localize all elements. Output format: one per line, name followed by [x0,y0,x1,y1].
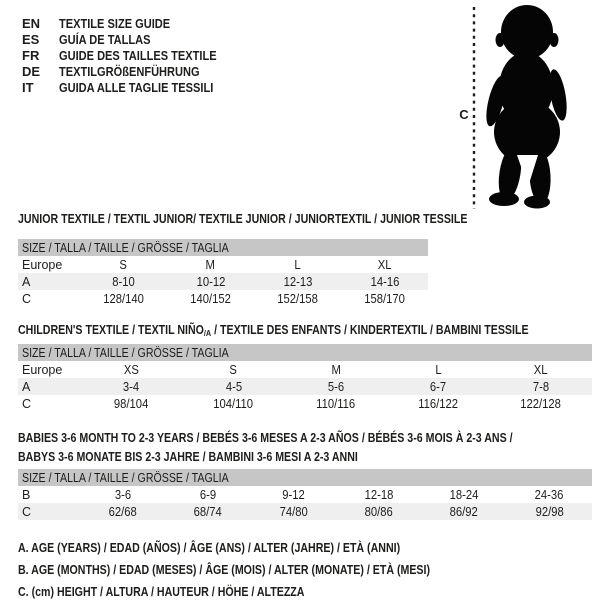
table-row-c [18,503,592,520]
table-cell: M [205,257,216,272]
row-label: C [22,396,32,411]
table-cell: 18-24 [449,487,479,502]
toddler-silhouette [450,3,585,213]
table-cell: 9-12 [282,487,305,502]
table-cell: 12-13 [283,274,312,289]
table-row-a [18,378,592,395]
language-header [22,15,244,95]
table-cell: M [331,362,341,377]
size-header-row: SIZE / TALLA / TAILLE / GRÖSSE / TAGLIA [18,239,428,256]
table-cell: XS [123,362,139,377]
height-label-c: C [459,107,469,122]
table-cell: 12-18 [364,487,394,502]
table-cell: 62/68 [108,504,137,519]
table-cell: 68/74 [193,504,223,519]
row-label: C [22,504,32,519]
language-code: DE [22,63,41,79]
table-cell: 158/170 [364,291,405,306]
row-label: A [22,379,31,394]
table-cell: 152/158 [277,291,318,306]
babies-table [18,469,592,520]
language-row-de [22,63,244,79]
table-cell: 6-7 [430,379,447,394]
language-title: GUÍA DE TALLAS [59,31,151,47]
language-title: TEXTILE SIZE GUIDE [59,15,171,31]
table-cell: XL [533,362,548,377]
table-cell: 14-16 [370,274,399,289]
table-cell: 74/80 [279,504,308,519]
legend-line-c: C. (cm) HEIGHT / ALTURA / HAUTEUR / HÖHE / ALTEZZA [18,585,305,599]
language-row-fr [22,47,244,63]
table-cell: 92/98 [535,504,564,519]
size-header-row: SIZE / TALLA / TAILLE / GRÖSSE / TAGLIA [18,469,592,486]
table-cell: 6-9 [199,487,217,502]
table-row-europe [18,256,428,273]
row-label: B [22,487,31,502]
language-code: EN [22,15,41,31]
table-row-b [18,486,592,503]
table-cell: 86/92 [449,504,479,519]
table-cell: S [229,362,238,377]
language-code: ES [22,31,40,47]
table-cell: 128/140 [103,291,144,306]
table-cell: XL [377,257,392,272]
table-cell: 104/110 [213,396,254,411]
babies-table-title: BABIES 3-6 MONTH TO 2-3 YEARS / BEBÉS 3-6 MESES A 2-3 AÑOS / BÉBÉS 3-6 MOIS À 2-3 ANS / BABYS 3-6 MONATE BIS 2-3 JAHRE / BAMBINI 3-6 MESI A 2-3 ANNI [18,431,513,464]
language-title: GUIDE DES TAILLES TEXTILE [59,47,217,63]
table-cell: L [294,257,301,272]
language-row-en [22,15,244,31]
measurement-legend [18,541,503,607]
table-cell: 10-12 [196,274,225,289]
table-cell: 140/152 [190,291,231,306]
table-cell: 116/122 [418,396,459,411]
row-label: Europe [22,257,63,272]
children-table [18,344,592,412]
table-cell: 7-8 [532,379,549,394]
legend-line-a: A. AGE (YEARS) / EDAD (AÑOS) / ÂGE (ANS) / ALTER (JAHRE) / ETÀ (ANNI) [18,541,401,555]
table-row-c [18,290,428,307]
table-cell: S [119,257,128,272]
table-cell: 110/116 [316,396,356,411]
subscript: /A [203,328,212,338]
language-title: TEXTILGRÖßENFÜHRUNG [59,63,200,79]
table-cell: 3-6 [114,487,131,502]
junior-table [18,239,428,307]
language-code: IT [22,79,34,95]
size-header-row: SIZE / TALLA / TAILLE / GRÖSSE / TAGLIA [18,344,592,361]
legend-line-b: B. AGE (MONTHS) / EDAD (MESES) / ÂGE (MOIS) / ALTER (MONATE) / ETÀ (MESI) [18,563,431,577]
table-cell: 5-6 [327,379,345,394]
language-row-es [22,31,244,47]
table-cell: 98/104 [113,396,149,411]
table-cell: 3-4 [123,379,140,394]
language-row-it [22,79,244,95]
language-code: FR [22,47,40,63]
table-cell: L [435,362,442,377]
junior-table-title: JUNIOR TEXTILE / TEXTIL JUNIOR/ TEXTILE JUNIOR / JUNIORTEXTIL / JUNIOR TESSILE [18,212,468,226]
children-table-title: CHILDREN'S TEXTILE / TEXTIL $NIÑO_{/A}$ / TEXTILE DES ENFANTS / KINDERTEXTIL / BAMBINI TESSILE [18,323,529,338]
table-row-c [18,395,592,412]
table-cell: 4-5 [225,379,242,394]
language-title: GUIDA ALLE TAGLIE TESSILI [59,79,214,95]
row-label: Europe [22,362,63,377]
row-label: A [22,274,31,289]
row-label: C [22,291,32,306]
table-cell: 80/86 [364,504,393,519]
table-row-a [18,273,428,290]
table-row-europe [18,361,592,378]
table-cell: 24-36 [534,487,564,502]
table-cell: 8-10 [112,274,135,289]
table-cell: 122/128 [520,396,562,411]
